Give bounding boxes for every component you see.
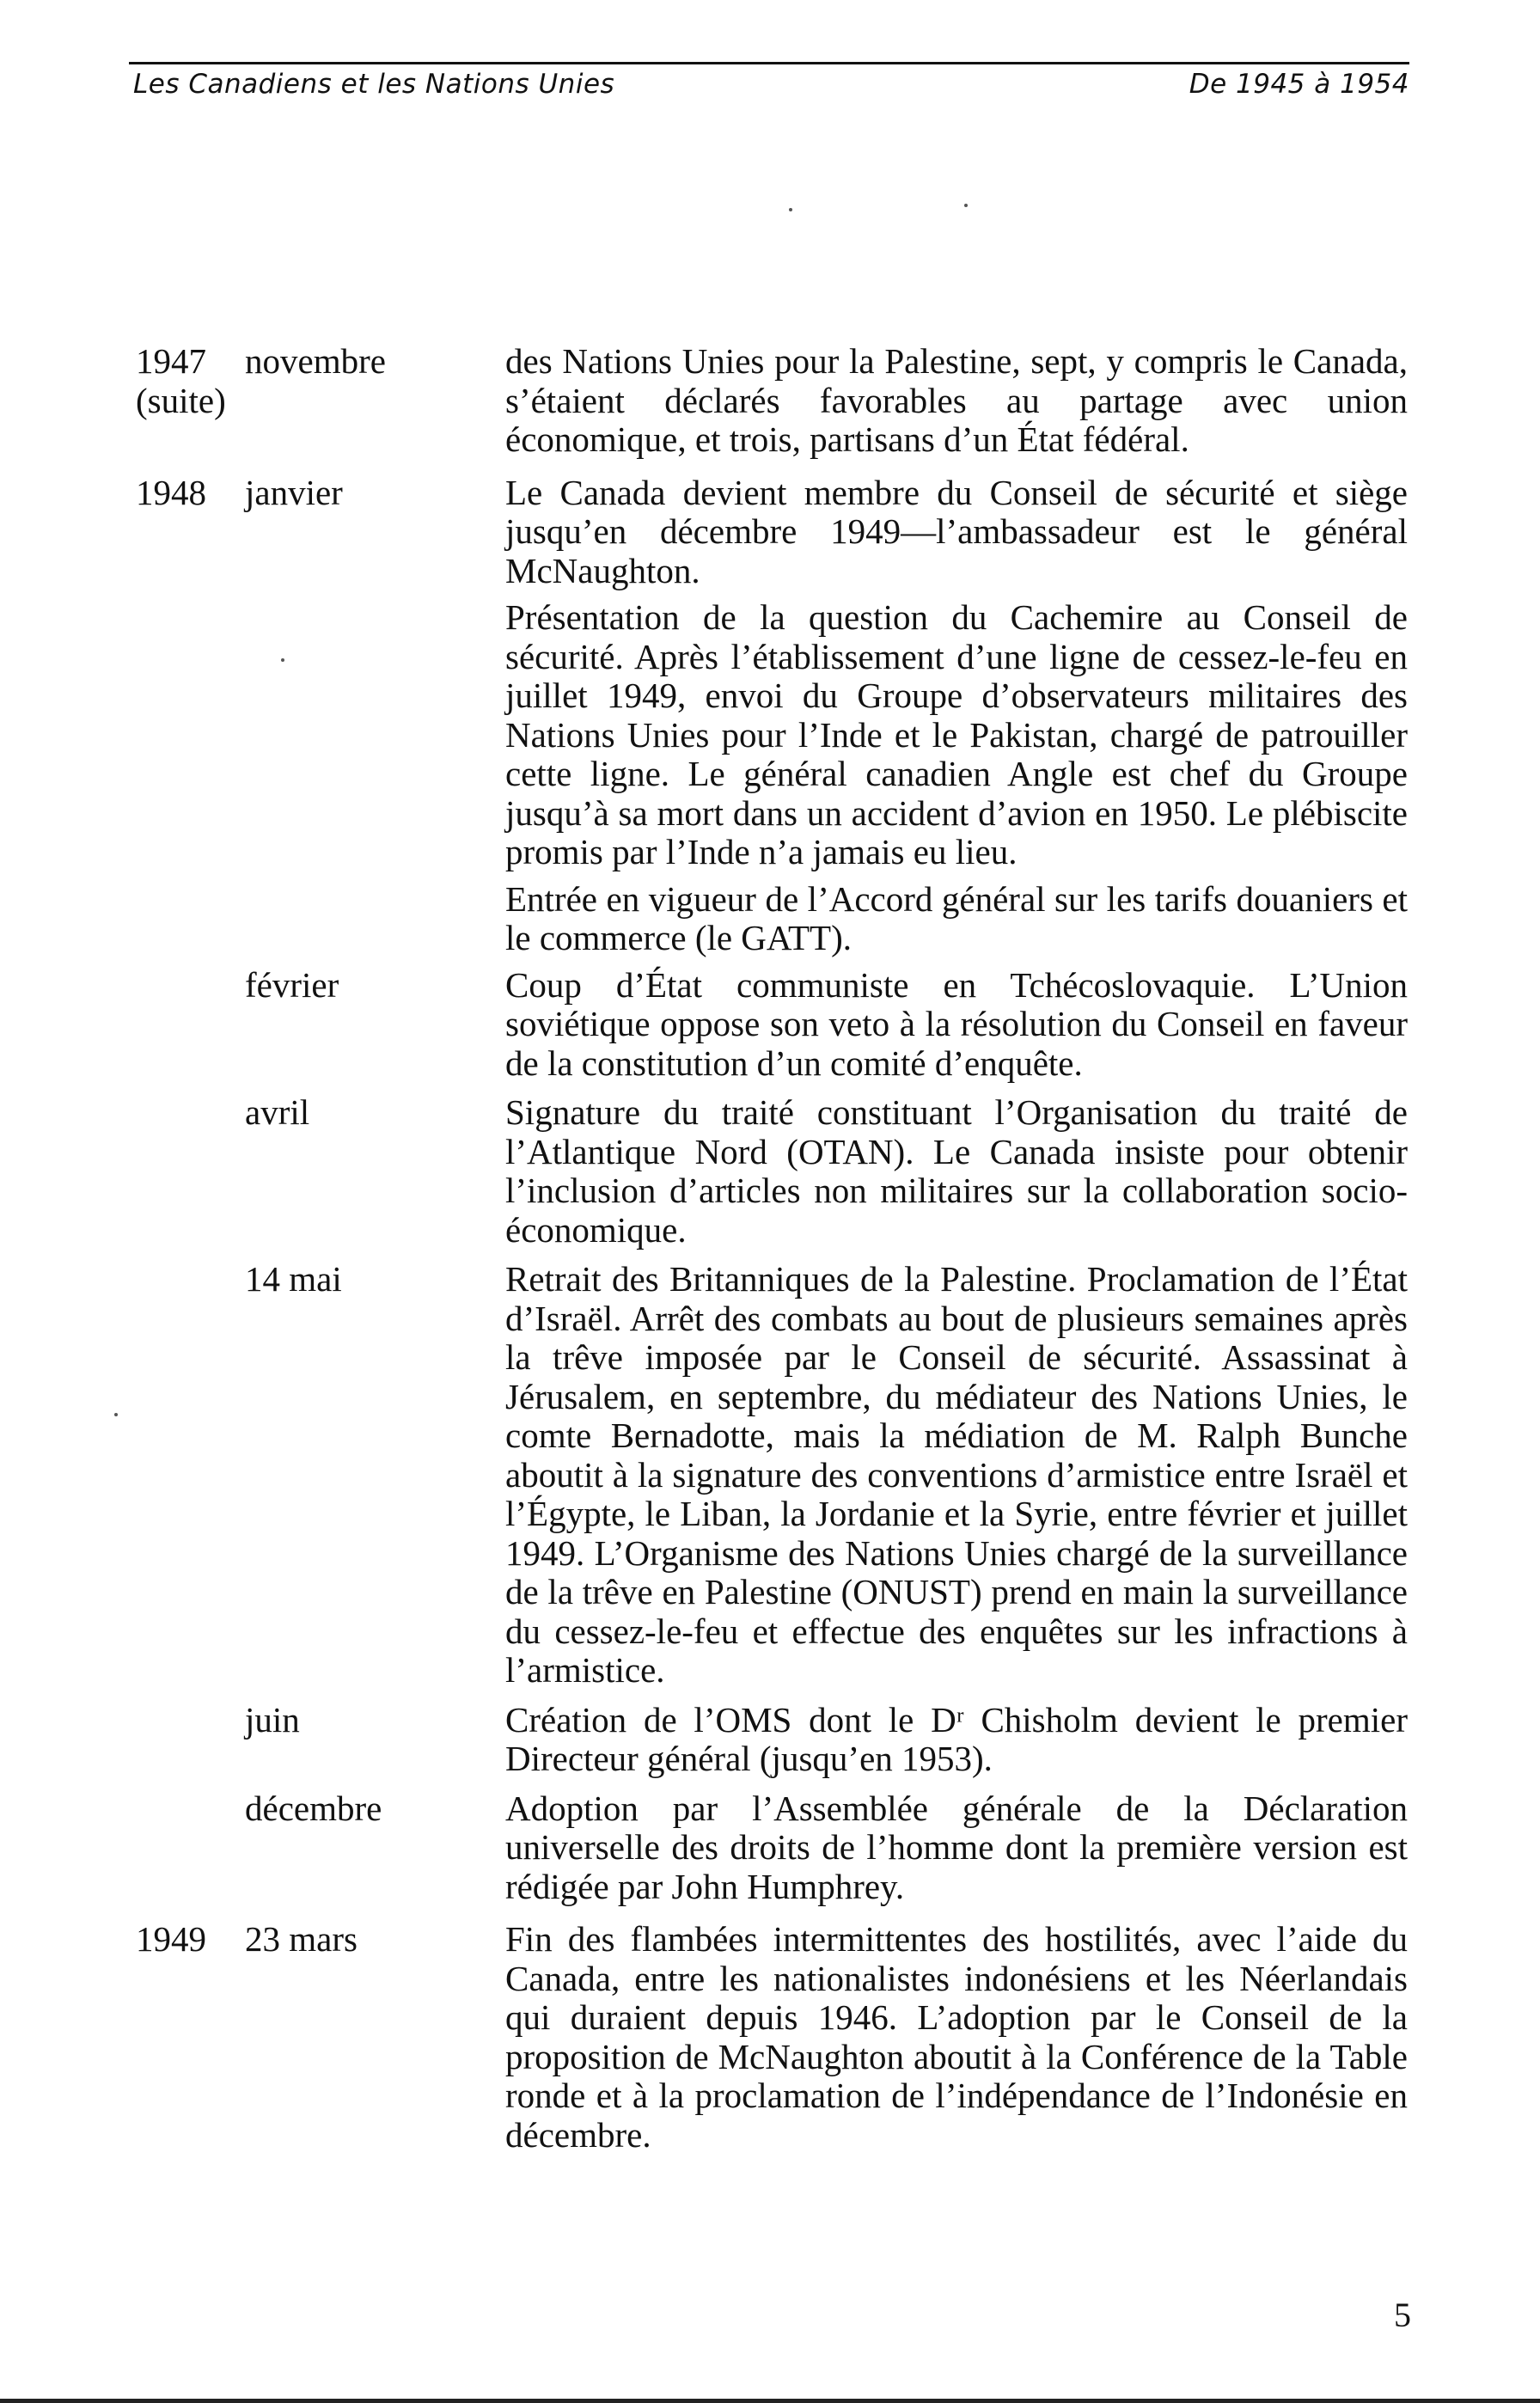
entry-month: février <box>245 964 339 1005</box>
entry-text: Présentation de la question du Cachemire au Conseil de sécurité. Après l’établissement d’une ligne de cessez-le-feu en juillet 1949, envoi du Groupe d’observateurs militaires des Nations Unies pour l’Inde et le Pakistan, chargé de patrouiller cette ligne. Le général canadien Angle est chef du Groupe jusqu’à sa mort dans un accident d’avion en 1950. Le plébiscite promis par l’Inde n’a jamais eu lieu. <box>505 597 1408 871</box>
entry-month: novembre <box>245 341 386 381</box>
entry-1948-14-mai <box>136 1260 1416 1691</box>
scan-speck <box>114 1413 118 1416</box>
entry-month: 23 mars <box>245 1919 358 1959</box>
entry-text: Le Canada devient membre du Conseil de sécurité et siège jusqu’en décembre 1949—l’ambassadeur est le général McNaughton. <box>505 472 1408 590</box>
running-header-title: Les Canadiens et les Nations Unies <box>133 69 615 100</box>
entry-text: Signature du traité constituant l’Organisation du traité de l’Atlantique Nord (OTAN). Le Canada insiste pour obtenir l’inclusion d’articles non militaires sur la collaboration socio-économique. <box>505 1092 1408 1250</box>
entry-1949-23-mars <box>136 1920 1416 2155</box>
entry-text: Retrait des Britanniques de la Palestine. Proclamation de l’État d’Israël. Arrêt des combats au bout de plusieurs semaines après la trêve imposée par le Conseil de sécurité. Assassinat à Jérusalem, en septembre, du médiateur des Nations Unies, le comte Bernadotte, mais la médiation de M. Ralph Bunche aboutit à la signature des conventions d’armistice entre Israël et l’Égypte, le Liban, la Jordanie et la Syrie, entre février et juillet 1949. L’Organisme des Nations Unies chargé de la surveillance de la trêve en Palestine (ONUST) prend en main la surveillance du cessez-le-feu et effectue des enquêtes sur les infractions à l’armistice. <box>505 1259 1408 1690</box>
entry-text: Adoption par l’Assemblée générale de la Déclaration universelle des droits de l’homme dont la première version est rédigée par John Humphrey. <box>505 1788 1408 1906</box>
scan-bottom-edge <box>0 2399 1540 2403</box>
entry-year: 1949 <box>136 1919 206 1959</box>
entry-month: juin <box>245 1699 300 1740</box>
entry-text: des Nations Unies pour la Palestine, sept, y compris le Canada, s’étaient déclarés favorables au partage avec union économique, et trois, partisans d’un État fédéral. <box>505 341 1408 459</box>
scan-speck <box>964 204 968 207</box>
entry-month: 14 mai <box>245 1259 342 1299</box>
entry-month: janvier <box>245 472 343 512</box>
entry-1948-avril <box>136 1093 1416 1250</box>
entry-text: Fin des flambées intermittentes des hostilités, avec l’aide du Canada, entre les nationalistes indonésiens et les Néerlandais qui duraient depuis 1946. L’adoption par le Conseil de la proposition de McNaughton aboutit à la Conférence de la Table ronde et à la proclamation de l’indépendance de l’Indonésie en décembre. <box>505 1919 1408 2155</box>
page-number: 5 <box>1394 2296 1411 2334</box>
entry-1948-decembre <box>136 1789 1416 1907</box>
chronology <box>136 342 1416 2155</box>
scan-speck <box>789 208 792 211</box>
entry-1947-novembre <box>136 342 1416 460</box>
entry-year: 1948 <box>136 472 206 512</box>
entry-month: décembre <box>245 1788 382 1828</box>
entry-year-value: 1947 <box>136 341 206 381</box>
entry-1948-fevrier <box>136 966 1416 1084</box>
entry-1948-janvier-gatt <box>136 880 1416 958</box>
entry-year <box>136 342 248 420</box>
entry-year-note: (suite) <box>136 380 226 420</box>
entry-1948-juin <box>136 1701 1416 1779</box>
entry-text: Entrée en vigueur de l’Accord général sur les tarifs douaniers et le commerce (le GATT). <box>505 878 1408 957</box>
entry-1948-janvier-cachemire <box>136 598 1416 872</box>
entry-text: Coup d’État communiste en Tchécoslovaquie. L’Union soviétique oppose son veto à la résolution du Conseil en faveur de la constitution d’un comité d’enquête. <box>505 964 1408 1083</box>
entry-month: avril <box>245 1092 310 1132</box>
running-header-period: De 1945 à 1954 <box>1189 69 1409 100</box>
header-rule <box>129 62 1409 64</box>
entry-text: Création de l’OMS dont le Dʳ Chisholm devient le premier Directeur général (jusqu’en 1953). <box>505 1699 1408 1778</box>
entry-1948-janvier <box>136 474 1416 591</box>
